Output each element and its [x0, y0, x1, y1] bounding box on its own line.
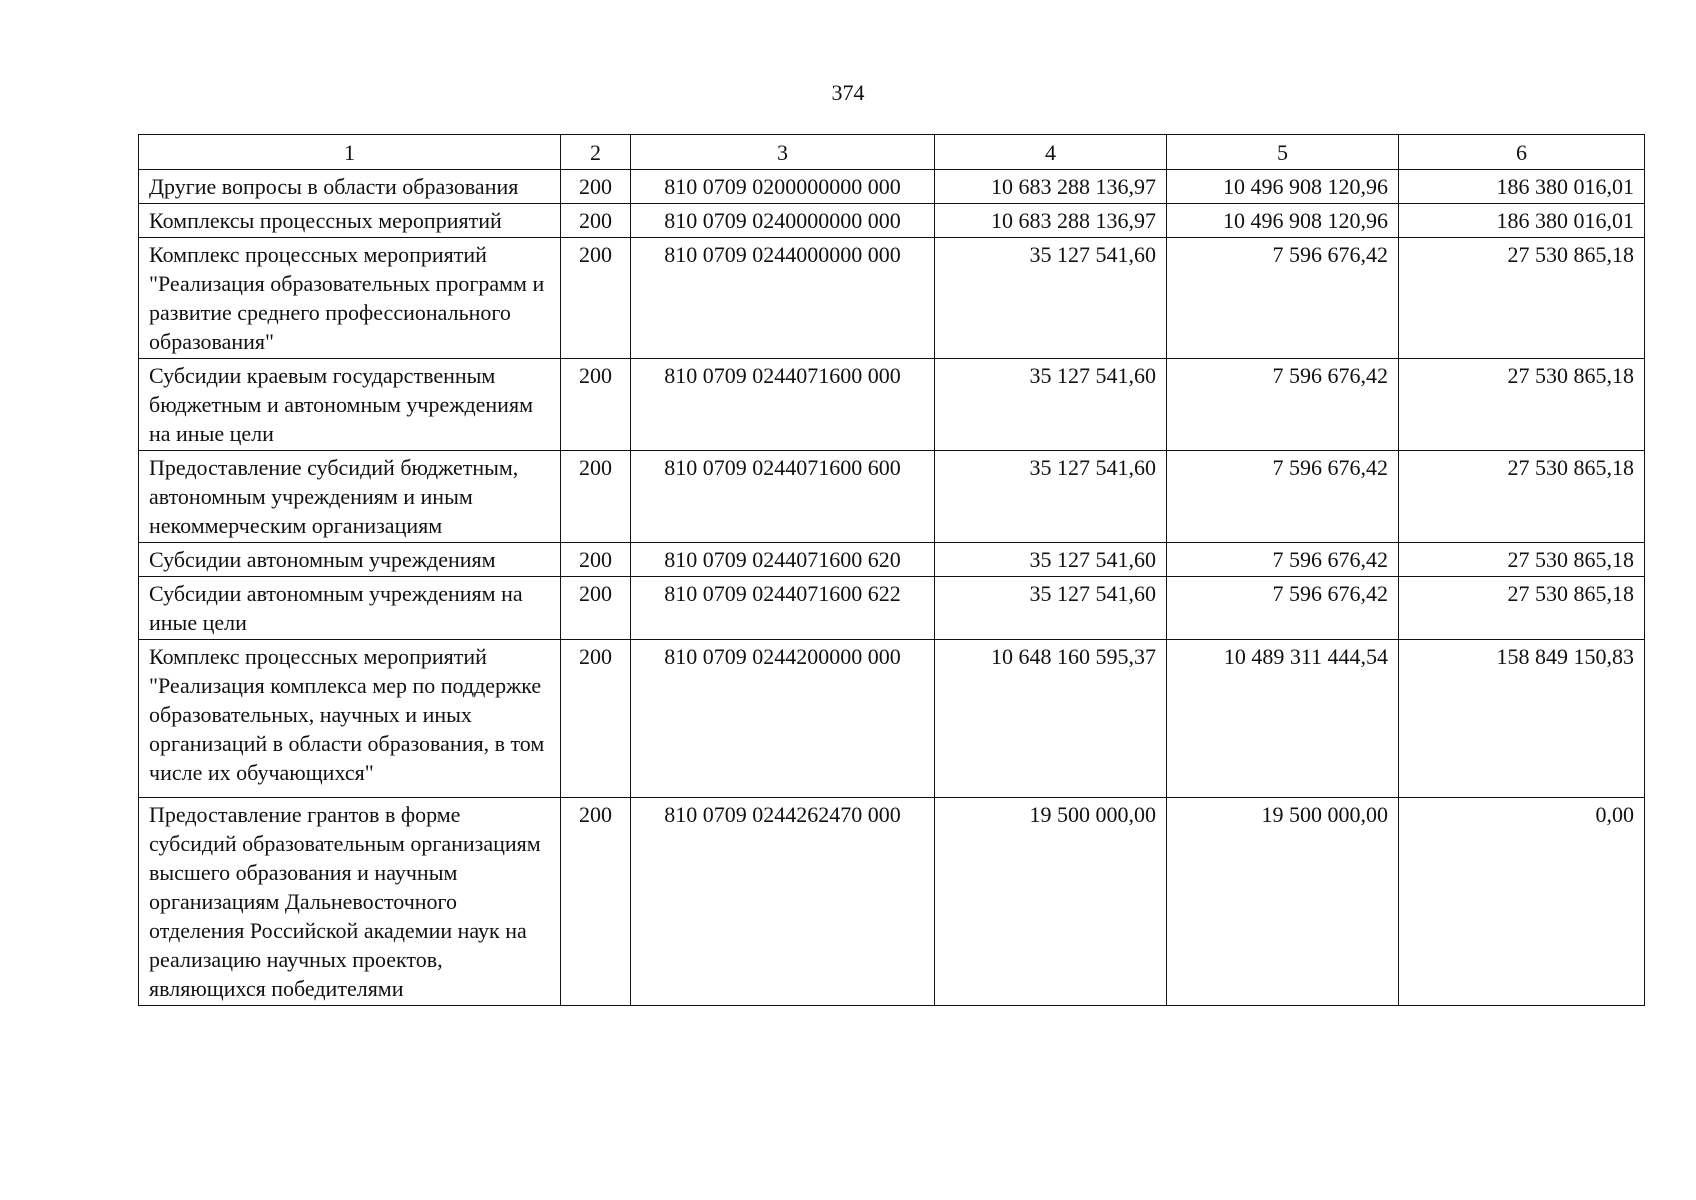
row-amount-4: 10 683 288 136,97	[935, 170, 1167, 204]
row-name: Комплекс процессных мероприятий "Реализация образовательных программ и развитие среднего профессионального образования"	[139, 238, 561, 359]
table-row	[139, 543, 1645, 577]
row-amount-5: 10 489 311 444,54	[1167, 640, 1399, 798]
row-code: 810 0709 0244200000 000	[631, 640, 935, 798]
row-name: Субсидии краевым государственным бюджетным и автономным учреждениям на иные цели	[139, 359, 561, 451]
row-grbs: 200	[561, 640, 631, 798]
row-name: Субсидии автономным учреждениям	[139, 543, 561, 577]
row-name: Комплексы процессных мероприятий	[139, 204, 561, 238]
row-amount-6: 27 530 865,18	[1399, 543, 1645, 577]
row-amount-6: 0,00	[1399, 798, 1645, 1006]
row-amount-4: 35 127 541,60	[935, 238, 1167, 359]
row-amount-5: 10 496 908 120,96	[1167, 204, 1399, 238]
row-grbs: 200	[561, 170, 631, 204]
column-header-3: 3	[631, 135, 935, 170]
row-amount-4: 35 127 541,60	[935, 543, 1167, 577]
column-header-5: 5	[1167, 135, 1399, 170]
row-amount-6: 27 530 865,18	[1399, 359, 1645, 451]
budget-table	[138, 134, 1645, 1006]
row-grbs: 200	[561, 798, 631, 1006]
row-amount-5: 7 596 676,42	[1167, 577, 1399, 640]
row-code: 810 0709 0244262470 000	[631, 798, 935, 1006]
row-name: Комплекс процессных мероприятий "Реализация комплекса мер по поддержке образовательных, научных и иных организаций в области образования, в том числе их обучающихся"	[139, 640, 561, 798]
row-amount-6: 27 530 865,18	[1399, 238, 1645, 359]
row-grbs: 200	[561, 238, 631, 359]
column-header-4: 4	[935, 135, 1167, 170]
row-code: 810 0709 0200000000 000	[631, 170, 935, 204]
row-amount-6: 186 380 016,01	[1399, 170, 1645, 204]
column-header-1: 1	[139, 135, 561, 170]
table-header-row	[139, 135, 1645, 170]
row-amount-4: 35 127 541,60	[935, 577, 1167, 640]
table-row	[139, 170, 1645, 204]
column-header-2: 2	[561, 135, 631, 170]
row-code: 810 0709 0240000000 000	[631, 204, 935, 238]
row-name: Предоставление субсидий бюджетным, автономным учреждениям и иным некоммерческим организациям	[139, 451, 561, 543]
table-row	[139, 238, 1645, 359]
row-amount-5: 7 596 676,42	[1167, 359, 1399, 451]
row-amount-5: 10 496 908 120,96	[1167, 170, 1399, 204]
row-grbs: 200	[561, 451, 631, 543]
row-grbs: 200	[561, 543, 631, 577]
table-row	[139, 577, 1645, 640]
row-code: 810 0709 0244071600 000	[631, 359, 935, 451]
row-grbs: 200	[561, 577, 631, 640]
table-row	[139, 640, 1645, 798]
row-code: 810 0709 0244071600 600	[631, 451, 935, 543]
table-row	[139, 451, 1645, 543]
row-amount-4: 10 648 160 595,37	[935, 640, 1167, 798]
table-row	[139, 359, 1645, 451]
row-amount-4: 35 127 541,60	[935, 359, 1167, 451]
row-amount-4: 35 127 541,60	[935, 451, 1167, 543]
row-name: Субсидии автономным учреждениям на иные цели	[139, 577, 561, 640]
row-amount-5: 7 596 676,42	[1167, 451, 1399, 543]
row-amount-6: 158 849 150,83	[1399, 640, 1645, 798]
row-amount-4: 19 500 000,00	[935, 798, 1167, 1006]
row-amount-5: 7 596 676,42	[1167, 238, 1399, 359]
row-amount-6: 27 530 865,18	[1399, 577, 1645, 640]
table-row	[139, 798, 1645, 1006]
row-grbs: 200	[561, 359, 631, 451]
column-header-6: 6	[1399, 135, 1645, 170]
row-grbs: 200	[561, 204, 631, 238]
row-code: 810 0709 0244000000 000	[631, 238, 935, 359]
row-amount-5: 7 596 676,42	[1167, 543, 1399, 577]
row-amount-6: 27 530 865,18	[1399, 451, 1645, 543]
row-name: Предоставление грантов в форме субсидий образовательным организациям высшего образования и научным организациям Дальневосточного отделения Российской академии наук на реализацию научных проектов, являющихся победителями	[139, 798, 561, 1006]
row-code: 810 0709 0244071600 620	[631, 543, 935, 577]
row-amount-5: 19 500 000,00	[1167, 798, 1399, 1006]
row-amount-4: 10 683 288 136,97	[935, 204, 1167, 238]
page-number: 374	[831, 80, 865, 105]
table-row	[139, 204, 1645, 238]
row-code: 810 0709 0244071600 622	[631, 577, 935, 640]
row-name: Другие вопросы в области образования	[139, 170, 561, 204]
row-amount-6: 186 380 016,01	[1399, 204, 1645, 238]
